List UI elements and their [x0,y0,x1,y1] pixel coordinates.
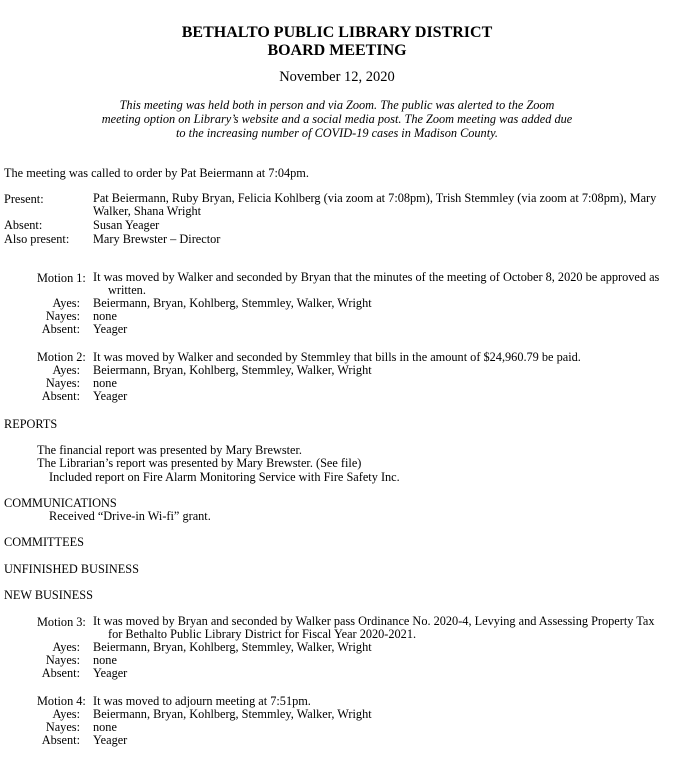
nayes-list: none [93,376,117,390]
nayes-label: Nayes: [45,720,80,734]
absent-list: Susan Yeager [93,218,160,232]
meeting-date: November 12, 2020 [279,69,395,85]
unfinished-business-heading: UNFINISHED BUSINESS [4,562,139,576]
vote-absent-label: Absent: [41,733,80,747]
also-present-label: Also present: [4,232,70,246]
committees-heading: COMMITTEES [4,535,84,549]
vote-absent-label: Absent: [41,666,80,680]
motion-label: Motion 3: [37,615,86,629]
motion-label: Motion 1: [37,271,86,285]
ayes-list: Beiermann, Bryan, Kohlberg, Stemmley, Walker, Wright [93,296,372,310]
present-list: Pat Beiermann, Ruby Bryan, Felicia Kohlberg (via zoom at 7:08pm), Trish Stemmley (via zoom at 7:08pm), Mary Walker, Shana Wright [93,191,657,218]
new-business-heading: NEW BUSINESS [4,588,93,602]
ayes-label: Ayes: [52,296,80,310]
nayes-label: Nayes: [45,376,80,390]
nayes-list: none [93,720,117,734]
report-line: The financial report was presented by Mary Brewster. [37,443,302,457]
vote-absent-label: Absent: [41,322,80,336]
motion-text: It was moved by Walker and seconded by Bryan that the minutes of the meeting of October 8, 2020 be approved as written. [93,270,660,297]
ayes-label: Ayes: [52,707,80,721]
motion-text: It was moved by Bryan and seconded by Walker pass Ordinance No. 2020-4, Levying and Assessing Property Tax for Bethalto Public Library District for Fiscal Year 2020-2021. [93,614,655,641]
ayes-list: Beiermann, Bryan, Kohlberg, Stemmley, Walker, Wright [93,363,372,377]
absent-label: Absent: [4,218,43,232]
nayes-label: Nayes: [45,309,80,323]
ayes-label: Ayes: [52,363,80,377]
document-title: BETHALTO PUBLIC LIBRARY DISTRICT [181,24,493,41]
present-label: Present: [4,192,44,206]
nayes-label: Nayes: [45,653,80,667]
ayes-list: Beiermann, Bryan, Kohlberg, Stemmley, Walker, Wright [93,640,372,654]
communications-text: Received “Drive-in Wi-fi” grant. [49,509,211,523]
reports-heading: REPORTS [4,417,58,431]
nayes-list: none [93,653,117,667]
vote-absent-list: Yeager [93,389,128,403]
motion-label: Motion 4: [37,694,86,708]
call-to-order: The meeting was called to order by Pat Beiermann at 7:04pm. [4,166,309,180]
report-line: The Librarian’s report was presented by Mary Brewster. (See file) [37,456,362,470]
communications-heading: COMMUNICATIONS [4,496,117,510]
report-line: Included report on Fire Alarm Monitoring Service with Fire Safety Inc. [49,470,400,484]
motion-text: It was moved by Walker and seconded by Stemmley that bills in the amount of $24,960.79 be paid. [93,350,581,364]
document-subtitle: BOARD MEETING [267,42,407,59]
vote-absent-list: Yeager [93,666,128,680]
motion-label: Motion 2: [37,350,86,364]
vote-absent-list: Yeager [93,733,128,747]
ayes-label: Ayes: [52,640,80,654]
vote-absent-label: Absent: [41,389,80,403]
motion-text: It was moved to adjourn meeting at 7:51pm. [93,694,311,708]
ayes-list: Beiermann, Bryan, Kohlberg, Stemmley, Walker, Wright [93,707,372,721]
nayes-list: none [93,309,117,323]
intro-note: This meeting was held both in person and via Zoom. The public was alerted to the Zoom meeting option on Library’s website and a social media post. The Zoom meeting was added due to the increasing number of COVID-19 cases in Madison County. [101,98,573,140]
vote-absent-list: Yeager [93,322,128,336]
also-present-list: Mary Brewster – Director [93,232,221,246]
